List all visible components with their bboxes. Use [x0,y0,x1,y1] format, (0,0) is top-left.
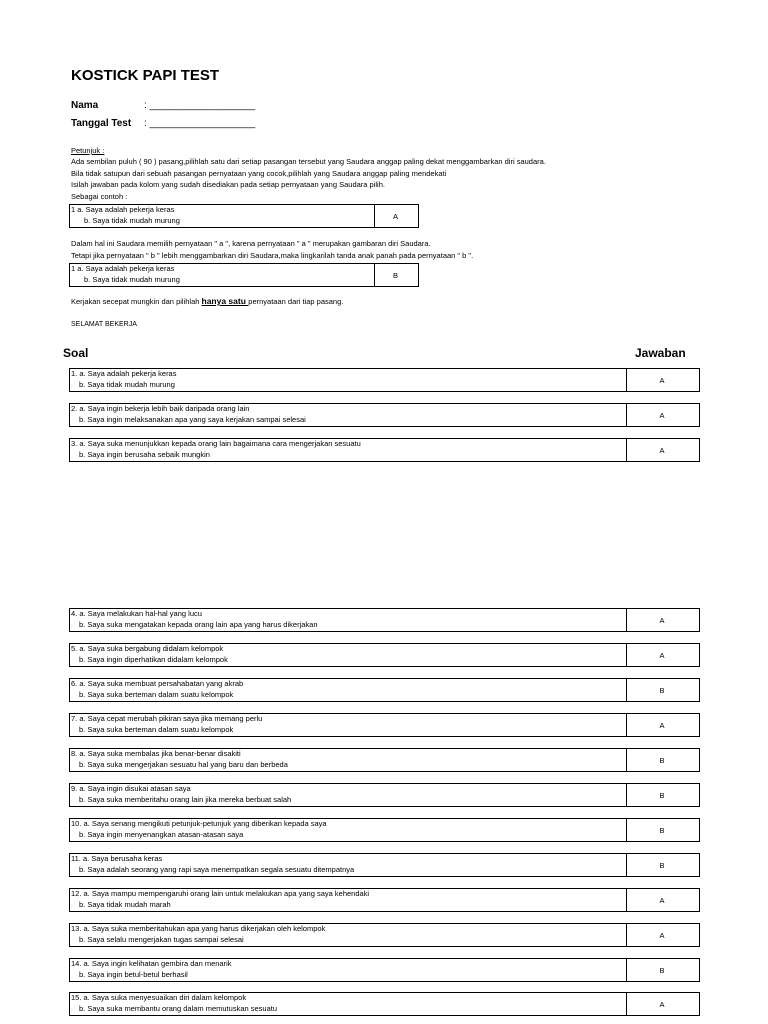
statement-a[interactable]: 4. a. Saya melakukan hal-hal yang lucu [71,609,202,618]
note-emphasis: hanya satu [201,296,249,306]
question-statements [70,959,627,981]
question-row [69,818,700,842]
question-row [69,783,700,807]
answer-cell[interactable]: A [659,895,665,905]
statement-b[interactable]: b. Saya ingin berusaha sebaik mungkin [79,450,210,459]
statement-a[interactable]: 9. a. Saya ingin disukai atasan saya [71,784,191,793]
question-row [69,853,700,877]
question-row [69,678,700,702]
question-row [69,992,700,1016]
example-box-1 [69,204,419,228]
example-box-2 [69,263,419,287]
answer-cell[interactable]: A [659,930,665,940]
answer-cell[interactable]: A [659,615,665,625]
question-statements [70,889,627,911]
test-date-label: Tanggal Test [71,118,132,129]
statement-b[interactable]: b. Saya ingin melaksanakan apa yang saya kerjakan sampai selesai [79,415,306,424]
question-statements [70,404,627,426]
answer-cell[interactable]: B [659,860,665,870]
statement-a[interactable]: 15. a. Saya suka menyesuaikan diri dalam kelompok [71,993,247,1002]
question-statements [70,784,627,806]
statement-a[interactable]: 10. a. Saya senang mengikuti petunjuk-petunjuk yang diberikan kepada saya [71,819,327,828]
statement-a[interactable]: 13. a. Saya suka memberitahukan apa yang harus dikerjakan oleh kelompok [71,924,326,933]
answer-cell[interactable]: A [659,410,665,420]
question-statements [70,854,627,876]
question-row [69,368,700,392]
question-row [69,923,700,947]
answer-cell[interactable]: A [659,445,665,455]
example-statement-a: 1 a. Saya adalah pekerja keras [71,264,175,273]
statement-a[interactable]: 14. a. Saya ingin kelihatan gembira dan menarik [71,959,232,968]
answer-cell[interactable]: B [659,685,665,695]
statement-b[interactable]: b. Saya suka memberitahu orang lain jika mereka berbuat salah [79,795,292,804]
statement-b[interactable]: b. Saya suka berteman dalam suatu kelompok [79,725,234,734]
instruction-line: Bila tidak satupun dari sebuah pasangan pernyataan yang cocok,pilihlah yang Saudara anggap paling mendekati [71,169,447,178]
question-row [69,713,700,737]
answer-cell[interactable]: B [659,965,665,975]
statement-a[interactable]: 12. a. Saya mampu mempengaruhi orang lain untuk melakukan apa yang saya kehendaki [71,889,370,898]
statement-b[interactable]: b. Saya suka berteman dalam suatu kelompok [79,690,234,699]
name-field[interactable]: : ___________________ [144,100,256,111]
statement-a[interactable]: 3. a. Saya suka menunjukkan kepada orang lain bagaimana cara mengerjakan sesuatu [71,439,361,448]
statement-a[interactable]: 1. a. Saya adalah pekerja keras [71,369,177,378]
instruction-line: Isilah jawaban pada kolom yang sudah disediakan pada setiap pernyataan yang Saudara pilih. [71,180,385,189]
statement-b[interactable]: b. Saya adalah seorang yang rapi saya menempatkan segala sesuatu ditempatnya [79,865,355,874]
note-line [71,295,343,308]
soal-heading: Soal [63,346,89,360]
statement-a[interactable]: 2. a. Saya ingin bekerja lebih baik daripada orang lain [71,404,250,413]
answer-cell[interactable]: A [659,720,665,730]
statement-b[interactable]: b. Saya ingin betul-betul berhasil [79,970,188,979]
question-row [69,888,700,912]
question-row [69,438,700,462]
example-statement-b: b. Saya tidak mudah murung [84,275,180,284]
answer-cell[interactable]: B [659,755,665,765]
closing-text: SELAMAT BEKERJA [71,321,137,328]
statement-b[interactable]: b. Saya selalu mengerjakan tugas sampai selesai [79,935,244,944]
statement-b[interactable]: b. Saya suka mengerjakan sesuatu hal yang baru dan berbeda [79,760,288,769]
answer-cell[interactable]: A [659,650,665,660]
statement-a[interactable]: 7. a. Saya cepat merubah pikiran saya jika memang perlu [71,714,263,723]
note-text: Kerjakan secepat mungkin dan pilihlah [71,297,202,306]
example-answer: B [392,270,398,280]
question-statements [70,609,627,631]
question-row [69,608,700,632]
question-statements [70,749,627,771]
statement-b[interactable]: b. Saya suka mengatakan kepada orang lain apa yang harus dikerjakan [79,620,318,629]
answer-cell[interactable]: A [659,375,665,385]
name-label: Nama [71,100,99,111]
statement-a[interactable]: 8. a. Saya suka membalas jika benar-benar disakiti [71,749,241,758]
question-row [69,403,700,427]
example-answer: A [392,211,398,221]
question-statements [70,679,627,701]
question-statements [70,439,627,461]
explain-line: Dalam hal ini Saudara memilih pernyataan " a ", karena pernyataan " a " merupakan gambaran diri Saudara. [71,239,431,248]
example-statement-a: 1 a. Saya adalah pekerja keras [71,205,175,214]
statement-b[interactable]: b. Saya ingin menyenangkan atasan-atasan saya [79,830,244,839]
question-statements [70,714,627,736]
instructions-heading: Petunjuk : [71,146,105,155]
explain-line: Tetapi jika pernyataan " b " lebih menggambarkan diri Saudara,maka lingkarilah tanda anak panah pada pernyataan " b ". [71,251,474,260]
instruction-line: Ada sembilan puluh ( 90 ) pasang,pilihlah satu dari setiap pasangan tersebut yang Saudara anggap paling dekat menggambarkan diri saudara. [71,157,546,166]
question-statements [70,993,627,1015]
answer-cell[interactable]: A [659,999,665,1009]
statement-b[interactable]: b. Saya suka membantu orang dalam memutuskan sesuatu [79,1004,278,1013]
answer-cell[interactable]: B [659,825,665,835]
statement-a[interactable]: 5. a. Saya suka bergabung didalam kelompok [71,644,224,653]
instruction-line: Sebagai contoh : [71,192,128,201]
question-row [69,958,700,982]
example-statement-b: b. Saya tidak mudah murung [84,216,180,225]
statement-b[interactable]: b. Saya tidak mudah murung [79,380,175,389]
statement-b[interactable]: b. Saya tidak mudah marah [79,900,171,909]
question-statements [70,369,627,391]
question-statements [70,924,627,946]
statement-a[interactable]: 6. a. Saya suka membuat persahabatan yang akrab [71,679,244,688]
answer-cell[interactable]: B [659,790,665,800]
question-statements [70,819,627,841]
jawaban-heading: Jawaban [635,346,686,360]
question-row [69,748,700,772]
question-row [69,643,700,667]
statement-a[interactable]: 11. a. Saya berusaha keras [71,854,163,863]
note-text: pernyataan dari tiap pasang. [248,297,344,306]
test-date-field[interactable]: : ___________________ [144,118,256,129]
question-statements [70,644,627,666]
page-title: KOSTICK PAPI TEST [71,67,220,84]
statement-b[interactable]: b. Saya ingin diperhatikan didalam kelompok [79,655,228,664]
